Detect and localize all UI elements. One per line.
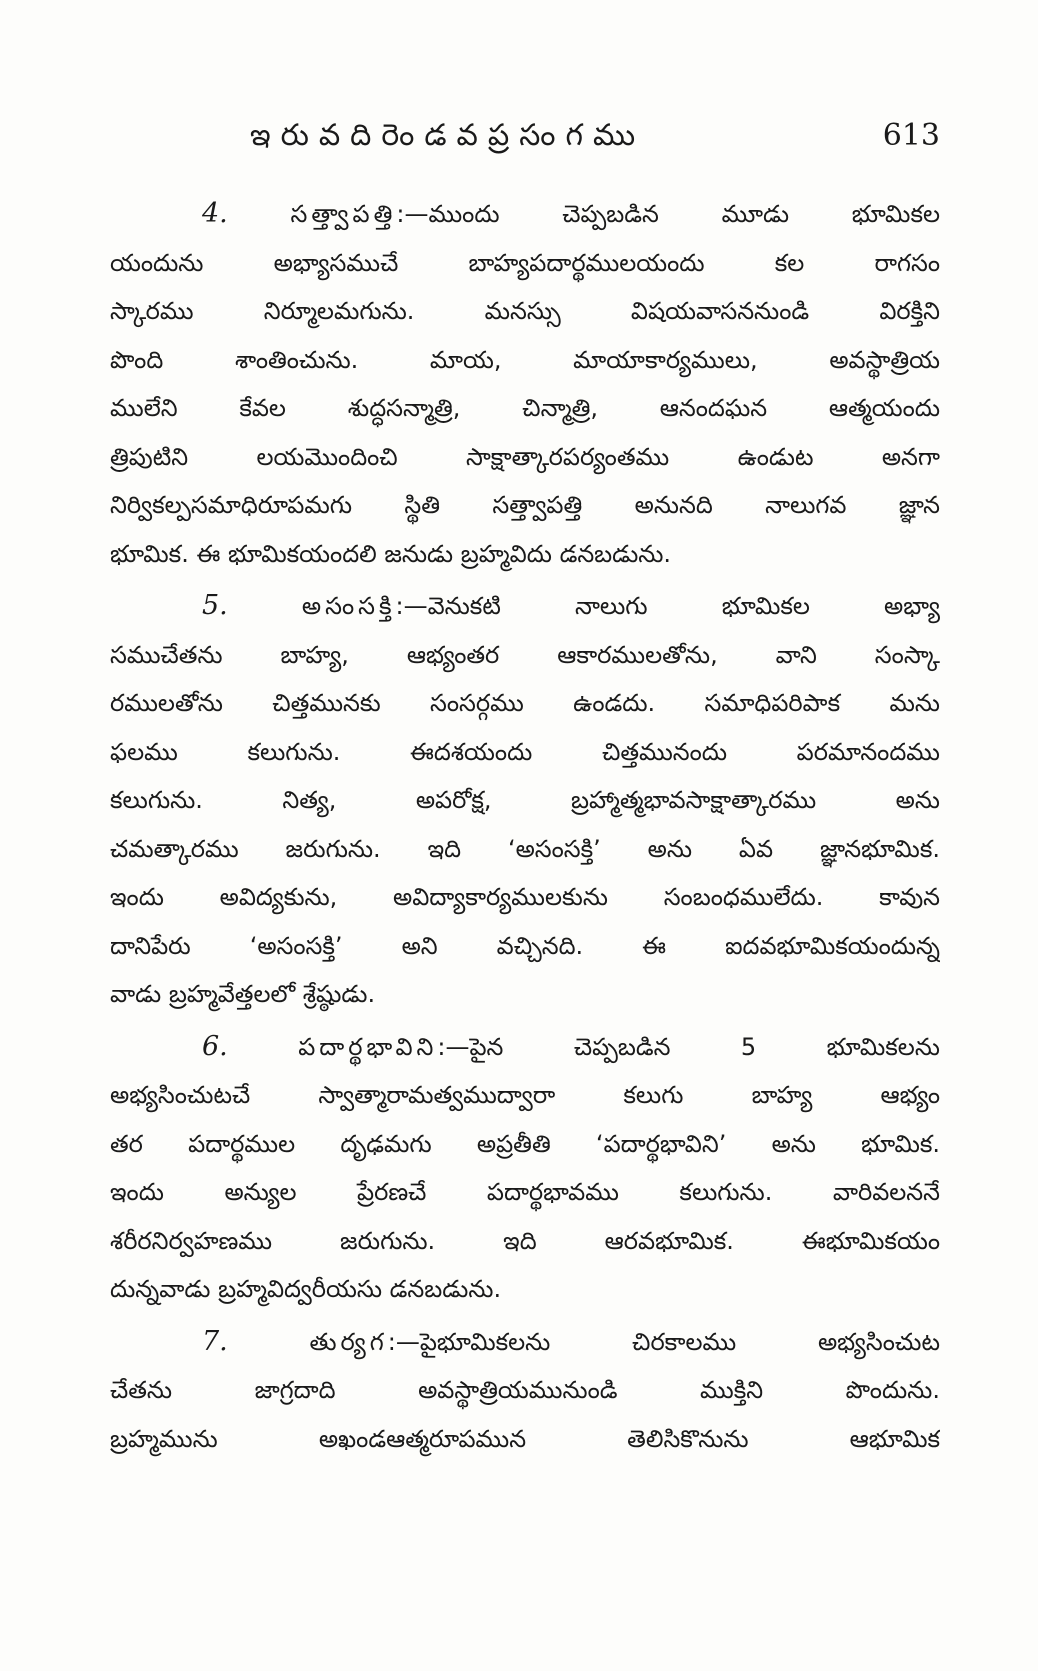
body-text: [110, 190, 940, 1467]
paragraph-term: పదార్థభావిని: [298, 1032, 438, 1061]
paragraph-line: [110, 582, 940, 631]
paragraph-line: ములేని కేవల శుద్ధసన్మాత్రి, చిన్మాత్రి, ఆనందఘన ఆత్మయందు: [110, 394, 940, 422]
line-text: :—ముందు చెప్పబడిన మూడు భూమికల: [396, 200, 940, 228]
paragraph-line: ఫలము కలుగును. ఈదశయందు చిత్తమునందు పరమానందము: [110, 737, 940, 766]
paragraph-line: శరీరనిర్వహణము జరుగును. ఇది ఆరవభూమిక. ఈభూమికయం: [110, 1226, 940, 1255]
paragraph-line: స్కారము నిర్మూలమగును. మనస్సు విషయవాసననుండి విరక్తిని: [110, 297, 940, 325]
paragraph-4: [110, 190, 940, 578]
line-text: :—పైన చెప్పబడిన 5 భూమికలను: [437, 1032, 940, 1061]
paragraph-line: నిర్వికల్పసమాధిరూపమగు స్థితి సత్త్వాపత్తి అనునది నాలుగవ జ్ఞాన: [110, 491, 940, 519]
paragraph-line: తర పదార్థముల దృఢమగు అప్రతీతి ‘పదార్థభావిని’ అను భూమిక.: [110, 1129, 940, 1158]
paragraph-line: యందును అభ్యాసముచే బాహ్యపదార్థములయందు కల రాగసం: [110, 248, 940, 277]
paragraph-line: బ్రహ్మమును అఖండఆత్మరూపమున తెలిసికొనును ఆభూమిక: [110, 1424, 940, 1453]
paragraph-line: పొంది శాంతించును. మాయ, మాయాకార్యములు, అవస్థాత్రియ: [110, 345, 940, 374]
line-text: :—పైభూమికలను చిరకాలము అభ్యసించుట: [387, 1327, 940, 1356]
paragraph-number: 4.: [202, 198, 228, 229]
paragraph-line: అభ్యసించుటచే స్వాత్మారామత్వముద్వారా కలుగు బాహ్య ఆభ్యం: [110, 1081, 940, 1109]
paragraph-number: 7.: [202, 1325, 228, 1357]
paragraph-line: దానిపేరు ‘అసంసక్తి’ అని వచ్చినది. ఈ ఐదవభూమికయందున్న: [110, 931, 940, 960]
paragraph-line: [110, 190, 940, 239]
paragraph-5: [110, 582, 940, 1019]
paragraph-line: [110, 1318, 940, 1367]
paragraph-line: చమత్కారము జరుగును. ఇది ‘అసంసక్తి’ అను ఏవ జ్ఞానభూమిక.: [110, 834, 940, 863]
paragraph-line: చేతను జాగ్రదాది అవస్థాత్రియమునుండి ముక్తిని పొందును.: [110, 1376, 940, 1404]
paragraph-number: 6.: [202, 1030, 228, 1062]
page-header: [110, 118, 940, 168]
paragraph-line: [110, 1023, 940, 1072]
paragraph-term: తుర్యగ: [309, 1327, 388, 1356]
paragraph-line: కలుగును. నిత్య, అపరోక్ష, బ్రహ్మాత్మభావసాక్షాత్కారము అను: [110, 786, 940, 814]
running-title: ఇరువదిరెండవప్రసంగము: [250, 118, 646, 153]
paragraph-line: సముచేతను బాహ్య, ఆభ్యంతర ఆకారములతోను, వాని సంస్కా: [110, 640, 940, 669]
line-text: :—వెనుకటి నాలుగు భూమికల అభ్యా: [395, 592, 940, 620]
paragraph-7: [110, 1318, 940, 1464]
paragraph-line: రములతోను చిత్తమునకు సంసర్గము ఉండదు. సమాధిపరిపాక మను: [110, 689, 940, 717]
paragraph-line: భూమిక. ఈ భూమికయందలి జనుడు బ్రహ్మవిదు డనబడును.: [110, 539, 672, 568]
paragraph-line: ఇందు అన్యుల ప్రేరణచే పదార్థభావము కలుగును. వారివలననే: [110, 1178, 940, 1206]
paragraph-line: దున్నవాడు బ్రహ్మవిద్వరీయసు డనబడును.: [110, 1275, 502, 1303]
paragraph-6: [110, 1023, 940, 1314]
paragraph-line: వాడు బ్రహ్మవేత్తలలో శ్రేష్ఠుడు.: [110, 980, 376, 1008]
paragraph-term: సత్త్వాపత్తి: [290, 200, 397, 228]
paragraph-line: ఇందు అవిద్యకును, అవిద్యాకార్యములకును సంబంధములేదు. కావున: [110, 883, 940, 911]
paragraph-term: అసంసక్తి: [301, 592, 396, 620]
page-number: 613: [882, 118, 940, 153]
paragraph-line: త్రిపుటిని లయమొందించి సాక్షాత్కారపర్యంతము ఉండుట అనగా: [110, 442, 940, 471]
paragraph-number: 5.: [202, 590, 228, 621]
